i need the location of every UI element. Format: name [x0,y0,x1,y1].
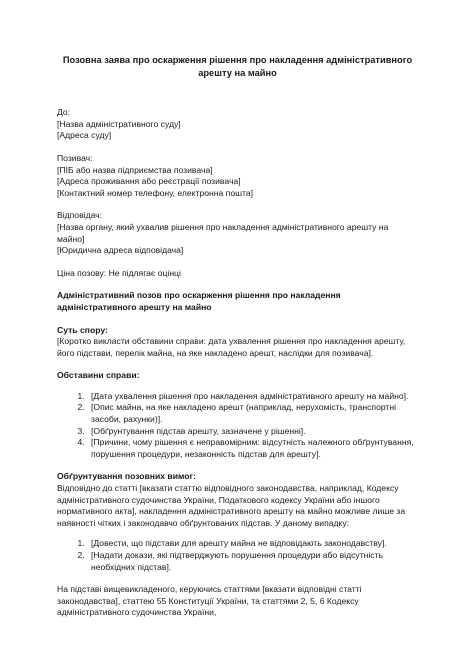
list-item: 2. [Надати докази, які підтверджують порушення процедури або відсутність необхідних підстав]. [87,550,418,573]
list-item: 1. [Дата ухвалення рішення про накладення адміністративного арешту на майно]. [87,391,418,403]
dispute-section [57,325,418,360]
circumstances-heading: Обставини справи: [57,370,140,381]
dispute-heading: Суть спору: [57,324,108,335]
claim-heading: Адміністративний позов про оскарження рішення про накладення адміністративного арешту на майно [57,290,341,312]
plaintiff-label: Позивач: [57,152,93,163]
justification-list [57,538,418,573]
claim-price [57,268,418,280]
claim-price-text: Ціна позову: Не підлягає оцінці [57,267,181,278]
document-title: Позовна заява про оскарження рішення про накладення адміністративного арешту на майно [62,55,413,78]
list-item: 4. [Причини, чому рішення є неправомірним: відсутність належного обґрунтування, порушення процедури, незаконність підстав для арешту]. [87,437,418,460]
list-item: 3. [Обґрунтування підстав арешту, зазначене у рішенні]. [87,426,418,438]
closing-text: На підставі вищевикладеного, керуючись статтями [вказати відповідні статті законодавства], статтею 55 Конституції України, та статтями 2, 5, 6 Кодексу адміністративного судочинства України, [57,584,362,618]
defendant-label: Відповідач: [57,210,103,221]
justification-heading: Обґрунтування позовних вимог: [57,471,196,482]
justification-text: Відповідно до статті [вказати статтю відповідного законодавства, наприклад, Кодексу адміністративного судочинства України, Податкового кодексу України або іншого нормативного акта], накладення адміністративного арешту на майно можливе лише за наявності чітких і законодавчо обґрунтованих підстав. У даному випадку: [57,483,406,528]
dispute-text: [Коротко викласти обставини справи: дата ухвалення рішення про накладення арешту, його підстави, перелік майна, на яке накладено арешт, наслідки для позивача]. [57,336,406,358]
plaintiff-address: [Адреса проживання або реєстрації позивача] [57,176,241,187]
to-label: До: [57,107,71,118]
circumstances-list [57,391,418,461]
closing-section [57,584,418,619]
circumstances-section [57,370,418,460]
to-block [57,107,418,142]
plaintiff-contacts: [Контактний номер телефону, електронна пошта] [57,187,254,198]
court-address: [Адреса суду] [57,130,112,141]
list-item: 2. [Опис майна, на яке накладено арешт (наприклад, нерухомість, транспортні засоби, рахунки)]. [87,402,418,425]
defendant-name: [Назва органу, який ухвалив рішення про накладення адміністративного арешту на майно] [57,221,389,244]
defendant-address: [Юридична адреса відповідача] [57,245,184,256]
plaintiff-name: [ПІБ або назва підприємства позивача] [57,164,213,175]
court-name: [Назва адміністративного суду] [57,118,181,129]
justification-section [57,471,418,573]
plaintiff-block [57,153,418,199]
claim-heading-block [57,290,418,313]
list-item: 1. [Довести, що підстави для арешту майна не відповідають законодавству]. [87,538,418,550]
defendant-block [57,210,418,256]
